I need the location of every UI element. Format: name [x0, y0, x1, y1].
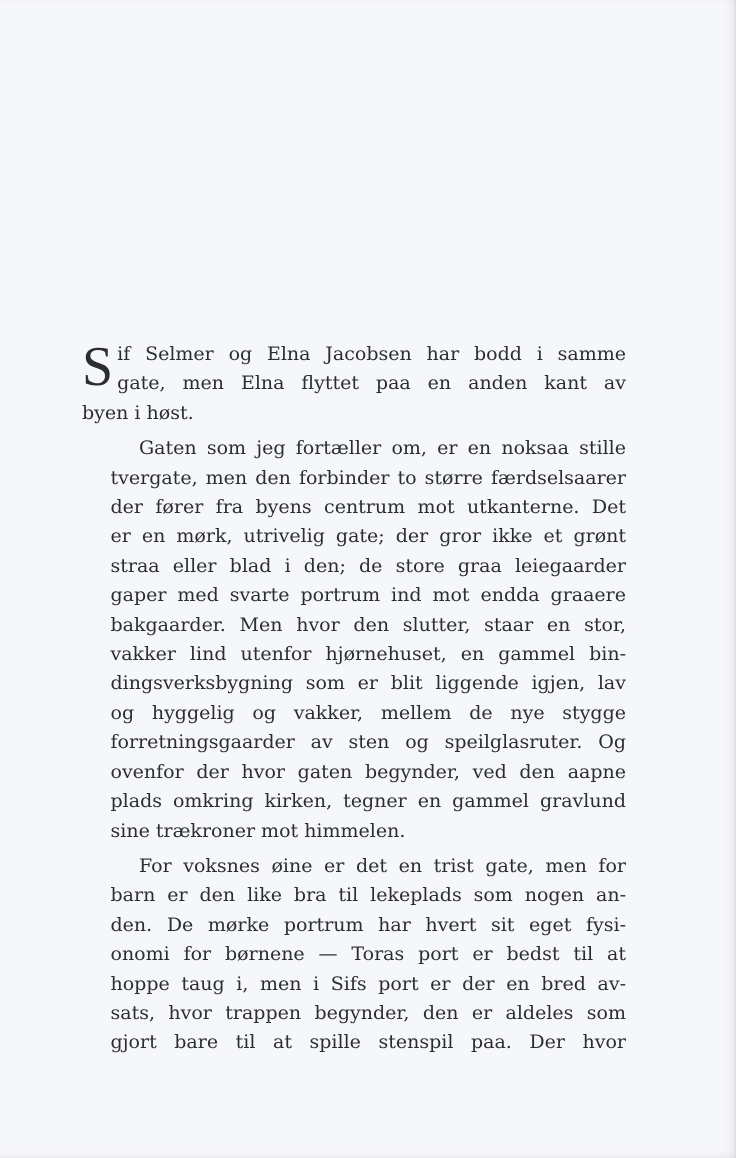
text-line: hoppe taug i, men i Sifs port er der en bred av- [110, 972, 626, 995]
paragraph-3 [82, 852, 626, 1058]
text-line: onomi for børnene — Toras port er bedst til at [110, 943, 626, 966]
text-line: den. De mørke portrum har hvert sit eget fysi- [110, 913, 626, 936]
paragraph-1 [82, 336, 626, 428]
text-line: er en mørk, utrivelig gate; der gror ikke et grønt [110, 525, 626, 548]
text-line: vakker lind utenfor hjørnehuset, en gammel bin- [110, 643, 626, 666]
paragraph-2 [82, 434, 626, 846]
text-line: For voksnes øine er det en trist gate, men for [139, 854, 626, 877]
drop-cap: S [82, 336, 114, 398]
text-line: tvergate, men den forbinder to større færdselsaarer [110, 466, 626, 489]
text-line: barn er den like bra til lekeplads som nogen an- [110, 884, 626, 907]
text-line: forretningsgaarder av sten og speilglasruter. Og [110, 731, 626, 754]
text-line: sats, hvor trappen begynder, den er aldeles som [110, 1001, 626, 1024]
text-line: gate, men Elna flyttet paa en anden kant av [117, 372, 626, 395]
body-text [82, 336, 626, 1064]
text-line: plads omkring kirken, tegner en gammel gravlund [110, 790, 626, 813]
text-line: Gaten som jeg fortæller om, er en noksaa stille [139, 437, 626, 460]
text-line: ovenfor der hvor gaten begynder, ved den aapne [110, 760, 626, 783]
text-line: gaper med svarte portrum ind mot endda graaere [110, 584, 626, 607]
text-line: straa eller blad i den; de store graa leiegaarder [110, 554, 626, 577]
text-line: og hyggelig og vakker, mellem de nye stygge [110, 701, 626, 724]
text-line: byen i høst. [82, 401, 194, 424]
text-line: bakgaarder. Men hvor den slutter, staar en stor, [110, 613, 626, 636]
text-line: gjort bare til at spille stenspil paa. Der hvor [110, 1031, 626, 1054]
text-line: der fører fra byens centrum mot utkanterne. Det [110, 496, 626, 519]
text-line: sine trækroner mot himmelen. [110, 819, 406, 842]
text-line: if Selmer og Elna Jacobsen har bodd i samme [117, 343, 626, 365]
text-line: dingsverksbygning som er blit liggende igjen, lav [110, 672, 626, 695]
